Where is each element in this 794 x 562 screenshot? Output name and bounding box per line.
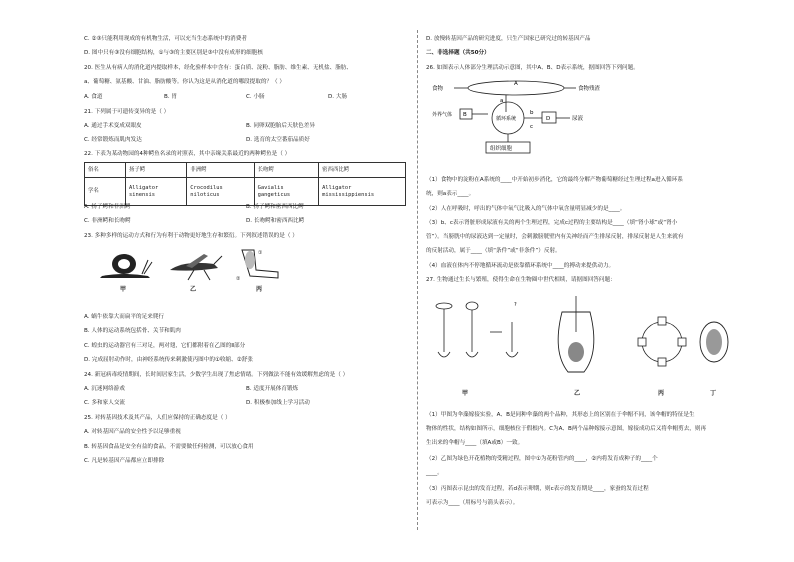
q21-option-a: A. 通过手术变成双眼皮 [84, 123, 142, 129]
figure-label-yi: 乙 [190, 286, 197, 293]
q26-stem: 26. 如图表示人体部分生理活动示意图，其中A、B、D表示系统，据图回答下列问题。 [426, 65, 639, 71]
table-cell: Gavialis gangeticus [254, 178, 319, 206]
physiology-diagram [432, 76, 632, 174]
q27-stem: 27. 生物通过生长与繁殖，使得生命在生物圈中世代相续，请据图回答问题： [426, 277, 616, 283]
q25-option-b: B. 转基因食品是安全有益的食品，不需要做任何检测，可以放心食用 [84, 444, 254, 450]
q25-option-a: A. 对转基因产品的安全性予以足够重视 [84, 429, 181, 435]
snail-figure [94, 248, 154, 282]
q26-part3-b: 管”）。当膀胱中的尿液达到一定量时，会刺激膀胱壁内有关神经而产生排尿反射，排尿反射是人生来就有 [426, 234, 684, 240]
q26-part3-c: 的反射活动，属于____（填“条件”或“非条件”）反射。 [426, 248, 561, 254]
table-cell: Alligator sinensis [126, 178, 187, 206]
q26-part4: （4）血液在体内不停地循环流动是依靠循环系统中____的搏动来提供动力。 [426, 263, 615, 269]
diagram-process-a: a [500, 98, 504, 104]
table-header: 俗名 [85, 163, 126, 178]
diagram-outside-gas: 外界气体 [432, 112, 453, 118]
figure-label-ding: 丁 [710, 390, 717, 397]
q22-option-b: B. 扬子鳄和密西西比鳄 [246, 204, 304, 210]
table-cell: Crocodilus niloticus [187, 178, 254, 206]
figure-label-yi: 乙 [574, 390, 581, 397]
q22-stem: 22. 下表为某动物园的4种鳄鱼名录的对照表，其中亲缘关系最近的两种鳄鱼是（ ） [84, 151, 291, 157]
q23-option-b: B. 人体的运动系统包括骨、关节和肌肉 [84, 328, 181, 334]
q19-option-d: D. 图中只有③没有细胞结构，①与③的主要区别是③中没有成形的细胞核 [84, 50, 263, 56]
q22-option-a: A. 扬子鳄和非洲鳄 [84, 204, 131, 210]
diagram-food-label: 食物 [432, 86, 444, 92]
q24-stem: 24. 新冠病毒疫情期间，长时间居家生活，少数学生出现了焦虑情绪。下列做法不能有效缓解焦虑的是（ ） [84, 372, 349, 378]
table-row-label: 学名 [85, 178, 126, 206]
q20-stem-2: a、葡萄糖、氨基酸、甘油、脂肪酸等。你认为这是从消化道的哪段提取的？（ ） [84, 79, 285, 85]
q21-option-c: C. 经常锻炼而肌肉发达 [84, 137, 142, 143]
svg-text:①: ① [258, 250, 263, 256]
q27-part1-b: 物体的性状，结构如图所示，细胞核位于假根内。C为A、B两个品种嫁接示意图，嫁接成功后又将伞帽剪去，则再 [426, 426, 707, 432]
q24-option-b: B. 适度开展体育锻炼 [246, 386, 299, 392]
table-cell: Alligator mississippiensis [319, 178, 406, 206]
figure-label-jia: 甲 [462, 390, 469, 397]
q26-part3-a: （3）b、c表示肾脏形成尿液有关的两个生理过程，完成c过程的主要结构是____（填“肾小球”或“肾小 [426, 220, 678, 226]
umbrella-algae-figure [436, 302, 518, 357]
section-heading: 二、非选择题（共50分） [426, 50, 490, 56]
table-header: 密西西比鳄 [319, 163, 406, 178]
q27-part1-c: 生出来的伞帽与____（填A或B）一致。 [426, 440, 524, 446]
q23-stem: 23. 多种多样的运动方式和行为有利于动物更好地生存和繁衍。下列叙述错误的是（ ） [84, 233, 298, 239]
q25-option-d: D. 放慢转基因产品的研究进度，只生产国家已研究过的转基因产品 [426, 36, 591, 42]
table-header: 扬子鳄 [126, 163, 187, 178]
flower-fertilization-figure [558, 296, 594, 372]
q20-option-a: A. 食道 [84, 94, 103, 100]
q22-option-d: D. 长吻鳄和密西西比鳄 [246, 218, 305, 224]
q23-option-a: A. 蜗牛依靠大而扁平的足来爬行 [84, 314, 165, 320]
q27-part3-a: （3）丙图表示昆虫的发育过程，若d表示卵期，则c表示的发育期是____，家蚕的发育过程 [426, 486, 649, 492]
diagram-process-c: c [530, 124, 534, 130]
column-divider [417, 30, 418, 530]
q20-option-d: D. 大肠 [328, 94, 348, 100]
diagram-system-d: D [546, 116, 551, 122]
diagram-residue-label: 食物残渣 [578, 86, 601, 92]
q26-part1-a: （1）食物中的淀粉在A系统的____中开始初步消化，它的最终分解产物葡萄糖经过生理过程a进入循环系 [426, 177, 683, 183]
figure-label-jia: 甲 [120, 286, 127, 293]
q19-option-c: C. ②③只能利用现成的有机物生活，可以充当生态系统中的消费者 [84, 36, 247, 42]
diagram-system-a: A [514, 81, 518, 87]
table-header: 长吻鳄 [254, 163, 319, 178]
q23-option-c: C. 蝗虫的运动器官有三对足，两对翅，它们都附着在乙图的Ⅱ部分 [84, 343, 246, 349]
q26-part1-b: 统，则a表示____。 [426, 191, 475, 197]
insect-development-cycle [638, 317, 686, 366]
q22-option-c: C. 非洲鳄和长吻鳄 [84, 218, 131, 224]
diagram-circulation: 循环系统 [496, 116, 517, 122]
diagram-process-b: b [530, 110, 534, 116]
q26-part2: （2）人在呼吸时，呼出的气体中氧气比吸入的气体中氧含量明显减少的是____。 [426, 206, 626, 212]
reproduction-diagrams [432, 292, 732, 388]
grasshopper-figure [164, 248, 224, 282]
q27-part3-b: 可表示为____（用标号与箭头表示）。 [426, 500, 519, 506]
crocodile-table [84, 162, 406, 206]
q20-stem-1: 20. 医生从有病人的消化道内提取样本，经化验样本中含有：蛋白质、淀粉、脂肪、维生素、无机盐、脂肪、 [84, 65, 352, 71]
q25-stem: 25. 对转基因技术及其产品，人们应保持的正确态度是（ ） [84, 415, 231, 421]
diagram-system-b: B [463, 112, 467, 118]
diagram-urine-label: 尿液 [572, 116, 584, 122]
figure-label-bing: 丙 [658, 390, 665, 397]
svg-text:②: ② [236, 276, 241, 282]
q24-option-a: A. 沉迷网络游戏 [84, 386, 125, 392]
q21-option-b: B. 同卵双胞胎后天肤色差异 [246, 123, 315, 129]
q24-option-d: D. 积极参加线上学习活动 [246, 400, 310, 406]
q20-option-c: C. 小肠 [246, 94, 265, 100]
diagram-tissue: 组织细胞 [490, 146, 513, 152]
q21-stem: 21. 下列属于可遗传变异的是（ ） [84, 109, 170, 115]
q27-part2-b: ____。 [426, 470, 443, 476]
q24-option-c: C. 多和家人交流 [84, 400, 126, 406]
q23-option-d: D. 完成屈肘动作时，由神经系统传来刺激使丙图中的①收缩、②舒张 [84, 357, 253, 363]
egg-structure-figure [700, 322, 728, 362]
q21-option-d: D. 选育的太空番茄品质好 [246, 137, 310, 143]
q25-option-c: C. 凡是转基因产品都应立即排除 [84, 458, 165, 464]
q27-part2-a: （2）乙图为绿色开花植物的受精过程，图中①为花粉管内的____，②内将发育成种子的____个 [426, 456, 658, 462]
q27-part1-a: （1）甲图为伞藻嫁接实验，A、B是同种伞藻的两个品种，其形态上的区别在于伞帽不同，该伞帽的特征是生 [426, 412, 695, 418]
q20-option-b: B. 胃 [164, 94, 177, 100]
arm-muscle-figure [234, 244, 290, 284]
figure-label-bing: 丙 [256, 286, 263, 293]
svg-text:?: ? [514, 302, 517, 308]
table-header: 非洲鳄 [187, 163, 254, 178]
